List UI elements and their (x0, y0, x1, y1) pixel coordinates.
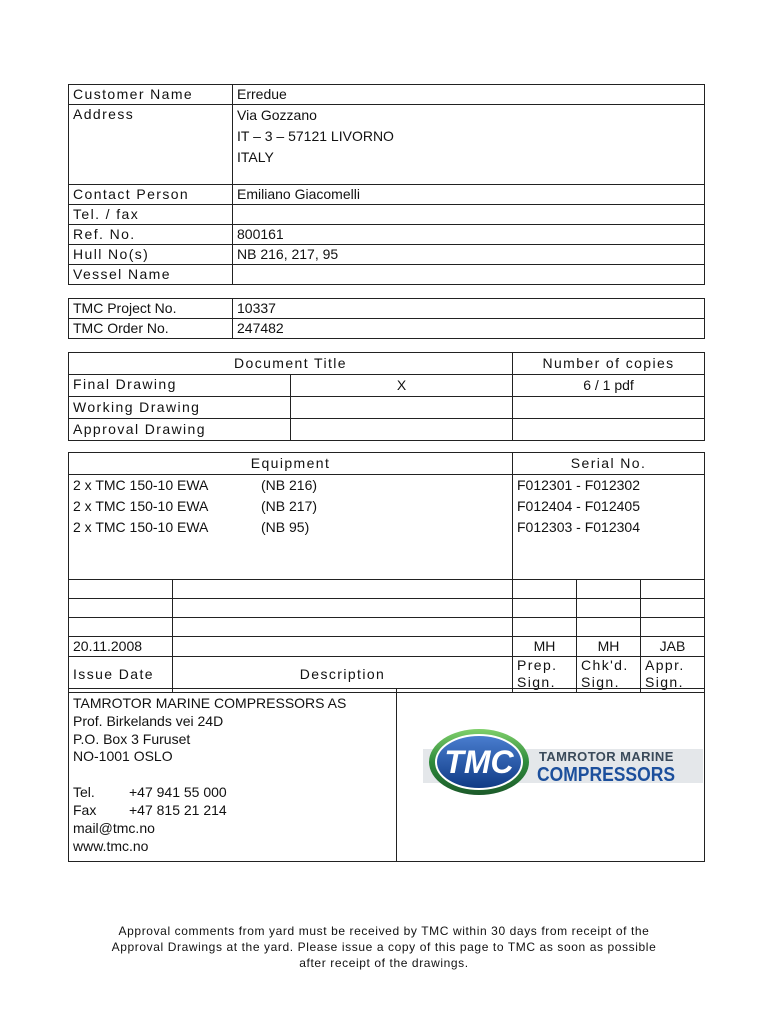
revision-cell (577, 618, 641, 637)
vessel-name-value (233, 265, 705, 285)
customer-name-value: Erredue (233, 85, 705, 105)
company-table (68, 688, 705, 862)
prep-sign-label: Prep. Sign. (513, 657, 577, 693)
project-no-label: TMC Project No. (69, 299, 233, 319)
revision-prep: MH (513, 637, 577, 657)
document-row-copies (513, 397, 705, 419)
company-fax: Fax +47 815 21 214 (73, 801, 227, 818)
chkd-sign-label: Chk'd. Sign. (577, 657, 641, 693)
company-email: mail@tmc.no (73, 819, 155, 836)
serial-item: F012303 - F012304 (517, 519, 640, 535)
company-street: Prof. Birkelands vei 24D (73, 712, 224, 729)
revision-cell (641, 580, 705, 599)
address-value (233, 105, 705, 185)
customer-table (68, 84, 705, 285)
serial-no-header: Serial No. (513, 453, 705, 475)
document-row-copies (513, 419, 705, 441)
logo-line2: COMPRESSORS (537, 764, 675, 786)
logo-mark: TMC (444, 744, 514, 780)
address-label: Address (69, 105, 233, 185)
document-row-title: Final Drawing (69, 375, 291, 397)
address-line-1: Via Gozzano (237, 107, 317, 123)
address-line-3: ITALY (237, 149, 274, 165)
customer-name-label: Customer Name (69, 85, 233, 105)
revision-date: 20.11.2008 (69, 637, 173, 657)
document-row-mark: X (291, 375, 513, 397)
equipment-table (68, 452, 705, 693)
contact-person-label: Contact Person (69, 185, 233, 205)
document-row-copies: 6 / 1 pdf (513, 375, 705, 397)
revision-cell (513, 618, 577, 637)
equipment-header: Equipment (69, 453, 513, 475)
revision-cell (513, 580, 577, 599)
order-no-label: TMC Order No. (69, 319, 233, 339)
order-no-value: 247482 (233, 319, 705, 339)
list-item: 2 x TMC 150-10 EWA (NB 217) (73, 498, 318, 514)
project-table (68, 298, 705, 339)
company-name: TAMROTOR MARINE COMPRESSORS AS (73, 695, 347, 711)
revision-description (173, 637, 513, 657)
revision-cell (641, 599, 705, 618)
equipment-list (69, 475, 513, 580)
ref-no-label: Ref. No. (69, 225, 233, 245)
document-title-header: Document Title (69, 353, 513, 375)
contact-person-value: Emiliano Giacomelli (233, 185, 705, 205)
revision-cell (173, 580, 513, 599)
tel-fax-label: Tel. / fax (69, 205, 233, 225)
project-no-value: 10337 (233, 299, 705, 319)
revision-cell (69, 580, 173, 599)
company-tel: Tel. +47 941 55 000 (73, 784, 227, 801)
revision-cell (173, 599, 513, 618)
revision-cell (641, 618, 705, 637)
approval-note-line-2: Approval Drawings at the yard. Please issue a copy of this page to TMC as soon as possible (111, 940, 657, 954)
list-item: 2 x TMC 150-10 EWA (NB 216) (73, 477, 318, 493)
company-pobox: P.O. Box 3 Furuset (73, 730, 191, 747)
issue-date-label: Issue Date (69, 657, 173, 693)
tmc-logo (397, 689, 703, 861)
serial-list (513, 475, 705, 580)
hull-no-value: NB 216, 217, 95 (233, 245, 705, 265)
revision-appr: JAB (641, 637, 705, 657)
document-row-mark (291, 419, 513, 441)
approval-note (60, 923, 708, 971)
description-label: Description (173, 657, 513, 693)
number-of-copies-header: Number of copies (513, 353, 705, 375)
revision-cell (173, 618, 513, 637)
logo-cell (397, 689, 705, 862)
revision-cell (577, 599, 641, 618)
address-line-2: IT – 3 – 57121 LIVORNO (237, 128, 394, 144)
approval-note-line-3: after receipt of the drawings. (299, 956, 469, 970)
document-row-mark (291, 397, 513, 419)
serial-item: F012404 - F012405 (517, 498, 640, 514)
revision-cell (69, 599, 173, 618)
documents-table (68, 352, 705, 441)
ref-no-value: 800161 (233, 225, 705, 245)
revision-cell (69, 618, 173, 637)
company-web: www.tmc.no (73, 837, 149, 854)
revision-cell (577, 580, 641, 599)
appr-sign-label: Appr. Sign. (641, 657, 705, 693)
approval-note-line-1: Approval comments from yard must be received by TMC within 30 days from receipt of the (118, 924, 650, 938)
revision-chkd: MH (577, 637, 641, 657)
company-city: NO-1001 OSLO (73, 748, 173, 765)
document-row-title: Working Drawing (69, 397, 291, 419)
document-row-title: Approval Drawing (69, 419, 291, 441)
revision-cell (513, 599, 577, 618)
logo-line1: TAMROTOR MARINE (539, 749, 674, 764)
hull-no-label: Hull No(s) (69, 245, 233, 265)
vessel-name-label: Vessel Name (69, 265, 233, 285)
list-item: 2 x TMC 150-10 EWA (NB 95) (73, 519, 310, 535)
tel-fax-value (233, 205, 705, 225)
company-address-block (69, 689, 397, 862)
serial-item: F012301 - F012302 (517, 477, 640, 493)
